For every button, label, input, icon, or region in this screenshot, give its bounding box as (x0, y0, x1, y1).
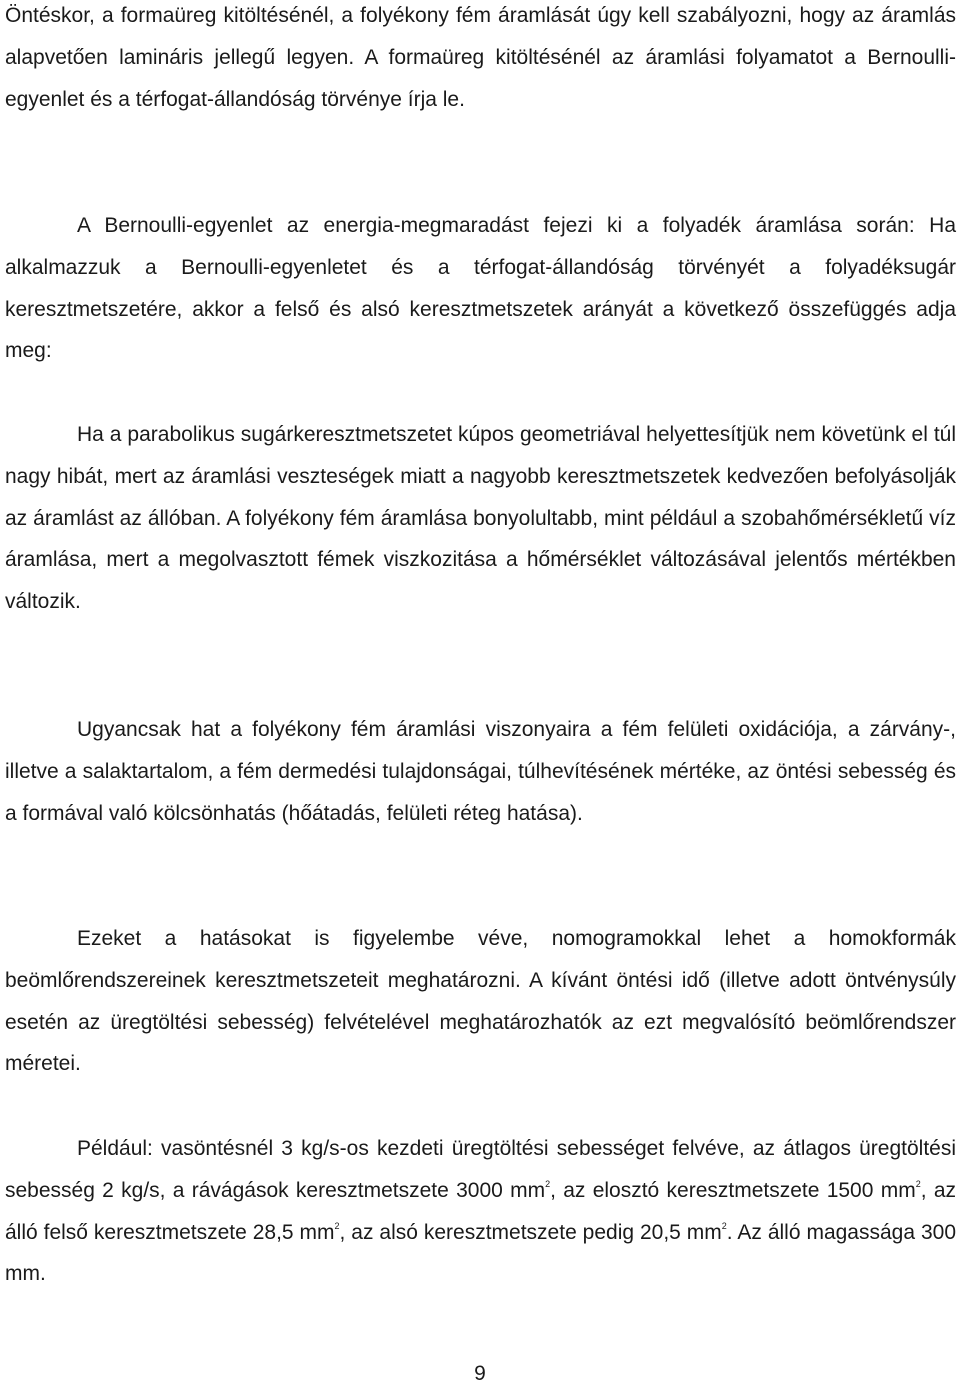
example-text-5: . Az álló magassága 300 mm. (5, 1220, 956, 1286)
example-text-1: Például: vasöntésnél 3 kg/s-os kezdeti üregtöltési sebességet felvéve, az átlagos üregtöltési sebesség 2 kg/s, a rávágások keresztmetszete 3000 mm (5, 1137, 956, 1202)
paragraph-bernoulli: A Bernoulli-egyenlet az energia-megmaradást fejezi ki a folyadék áramlása során: Ha alkalmazzuk a Bernoulli-egyenletet és a térfogat-állandóság törvényét a folyadéksugár keresztmetszetére, akkor a felső és alsó keresztmetszetek arányát a következő összefüggés adja meg: (5, 214, 956, 363)
superscript-2: 2 (545, 1178, 551, 1189)
superscript-2: 2 (915, 1178, 921, 1189)
example-text-2: , az elosztó keresztmetszete 1500 mm (550, 1178, 916, 1202)
paragraph-example (5, 1128, 956, 1295)
superscript-2: 2 (334, 1220, 340, 1231)
paragraph-parabolic: Ha a parabolikus sugárkeresztmetszetet kúpos geometriával helyettesítjük nem követünk el túl nagy hibát, mert az áramlási veszteségek miatt a nagyobb keresztmetszetek kedvezően befolyásolják az áramlást az állóban. A folyékony fém áramlása bonyolultabb, mint például a szobahőmérsékletű víz áramlása, mert a megolvasztott fémek viszkozitása a hőmérséklet változásával jelentős mértékben változik. (5, 423, 956, 614)
page-number: 9 (474, 1362, 486, 1385)
paragraph-nomograms: Ezeket a hatásokat is figyelembe véve, nomogramokkal lehet a homokformák beömlőrendszereinek keresztmetszeteit meghatározni. A kívánt öntési idő (illetve adott öntvénysúly esetén az üregtöltési sebesség) felvételével meghatározhatók az ezt megvalósító beömlőrendszer méretei. (5, 927, 956, 1076)
paragraph-oxidation: Ugyancsak hat a folyékony fém áramlási viszonyaira a fém felületi oxidációja, a zárvány-, illetve a salaktartalom, a fém dermedési tulajdonságai, túlhevítésének mértéke, az öntési sebesség és a formával való kölcsönhatás (hőátadás, felületi réteg hatása). (5, 718, 956, 825)
superscript-2: 2 (721, 1220, 727, 1231)
paragraph-casting-flow: Öntéskor, a formaüreg kitöltésénél, a folyékony fém áramlását úgy kell szabályozni, hogy az áramlás alapvetően lamináris jellegű legyen. A formaüreg kitöltésénél az áramlási folyamatot a Bernoulli-egyenlet és a térfogat-állandóság törvénye írja le. (5, 4, 956, 111)
example-text-3: , az álló felső keresztmetszete 28,5 mm (5, 1178, 957, 1244)
example-text-4: , az alsó keresztmetszete pedig 20,5 mm (339, 1220, 722, 1244)
